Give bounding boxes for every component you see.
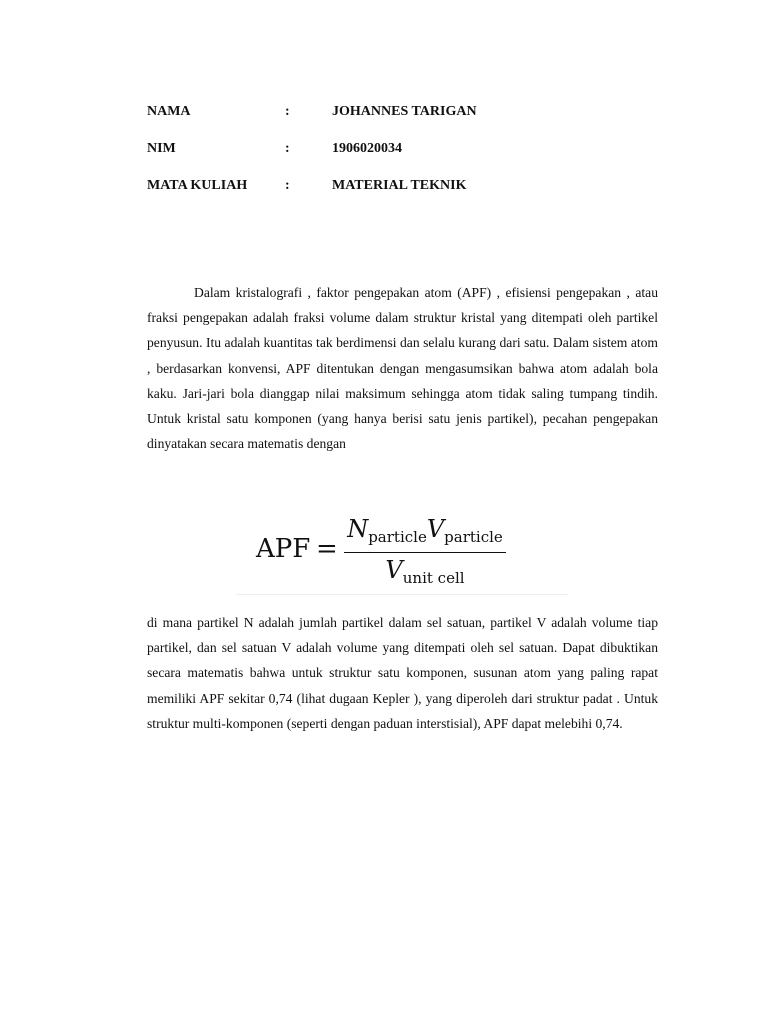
fraction-bar bbox=[344, 552, 506, 553]
nim-colon: : bbox=[285, 141, 290, 156]
apf-formula bbox=[236, 506, 568, 595]
student-info-header bbox=[147, 100, 667, 211]
denominator-sub: unit cell bbox=[402, 569, 465, 587]
course-label: MATA KULIAH bbox=[147, 178, 248, 193]
intro-paragraph: Dalam kristalografi , faktor pengepakan atom (APF) , efisiensi pengepakan , atau fraksi pengepakan adalah fraksi volume dalam struktur kristal yang ditempati oleh partikel penyusun. Itu adalah kuantitas tak berdimensi dan selalu kurang dari satu. Dalam sistem atom , berdasarkan konvensi, APF ditentukan dengan mengasumsikan bahwa atom adalah bola kaku. Jari-jari bola dianggap nilai maksimum sehingga atom tidak saling tumpang tindih. Untuk kristal satu komponen (yang hanya berisi satu jenis partikel), pecahan pengepakan dinyatakan secara matematis dengan bbox=[147, 285, 658, 452]
course-colon: : bbox=[285, 178, 290, 193]
course-value: MATERIAL TEKNIK bbox=[332, 178, 467, 193]
numerator-var-v: V bbox=[426, 515, 445, 543]
nim-row bbox=[147, 137, 667, 174]
formula-equals: = bbox=[316, 534, 338, 564]
name-colon: : bbox=[285, 104, 290, 119]
explanation-paragraph: di mana partikel N adalah jumlah partikel dalam sel satuan, partikel V adalah volume tiap partikel, dan sel satuan V adalah volume yang ditempati oleh sel satuan. Dapat dibuktikan secara matematis bahwa untuk struktur satu komponen, susunan atom yang paling rapat memiliki APF sekitar 0,74 (lihat dugaan Kepler ), yang diperoleh dari struktur padat . Untuk struktur multi-komponen (seperti dengan paduan interstisial), APF dapat melebihi 0,74. bbox=[147, 615, 658, 731]
formula-lhs: APF bbox=[256, 534, 311, 564]
nim-label: NIM bbox=[147, 141, 176, 156]
course-row bbox=[147, 174, 667, 211]
numerator-sub-1: particle bbox=[368, 528, 427, 546]
formula-denominator bbox=[344, 555, 506, 593]
name-row bbox=[147, 100, 667, 137]
numerator-var-n: N bbox=[347, 515, 369, 543]
numerator-sub-2: particle bbox=[444, 528, 503, 546]
name-value: JOHANNES TARIGAN bbox=[332, 104, 477, 119]
formula-numerator bbox=[344, 514, 506, 552]
name-label: NAMA bbox=[147, 104, 191, 119]
denominator-var-v: V bbox=[385, 556, 403, 584]
nim-value: 1906020034 bbox=[332, 141, 402, 156]
